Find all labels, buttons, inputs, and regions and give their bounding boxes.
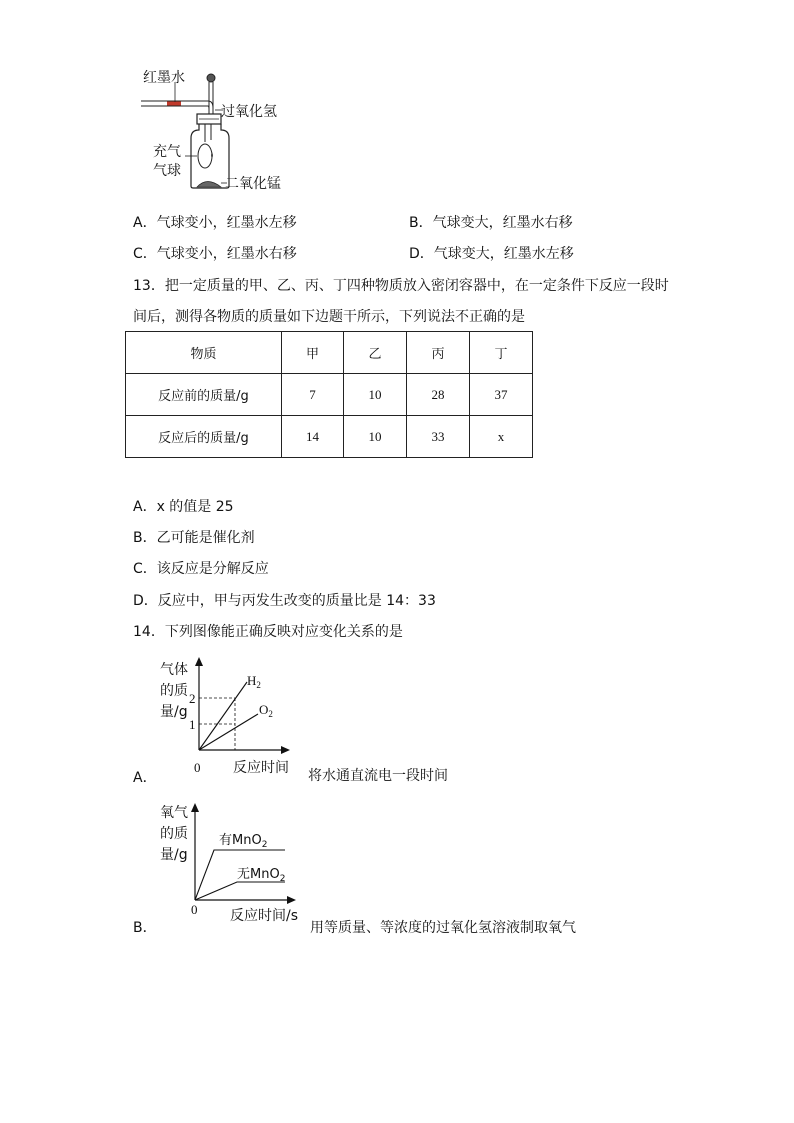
graph-b xyxy=(155,798,305,908)
q13-option-b[interactable]: B．乙可能是催化剂 xyxy=(133,530,255,546)
q13-stem-line2: 间后，测得各物质的质量如下边题干所示，下列说法不正确的是 xyxy=(133,309,525,325)
label-mno2: 二氧化锰 xyxy=(225,176,281,192)
graph-a-x-arrow xyxy=(281,746,290,754)
graph-a-h2-label: $H_2$ xyxy=(247,673,261,690)
q14-option-a[interactable]: A． xyxy=(133,770,157,786)
graph-a-y-arrow xyxy=(195,657,203,666)
label-balloon-2: 气球 xyxy=(153,163,181,179)
graph-a-o2-label: $O_2$ xyxy=(259,702,273,719)
label-h2o2: 过氧化氢 xyxy=(221,104,277,120)
q13-option-a[interactable]: A．x 的值是 25 xyxy=(133,499,234,515)
table-header-row xyxy=(126,332,533,374)
q12-option-a[interactable]: A．气球变小，红墨水左移 xyxy=(133,215,297,231)
dropper-bulb xyxy=(207,74,215,82)
table-cell: 37 xyxy=(470,374,533,416)
graph-b-ylabel-3: 量/g xyxy=(160,847,188,863)
graph-b-ylabel-1: 氧气 xyxy=(160,805,188,821)
graph-a-ylabel-3: 量/g xyxy=(160,704,188,720)
graph-a-ylabel-1: 气体 xyxy=(160,662,188,678)
table-header-cell: 甲 xyxy=(282,332,344,374)
table-header-cell: 乙 xyxy=(344,332,407,374)
graph-b-xlabel: 反应时间/s xyxy=(230,908,299,924)
q14-option-a-caption: 将水通直流电一段时间 xyxy=(308,768,448,784)
table-header-cell: 物质 xyxy=(126,332,282,374)
table-cell: 33 xyxy=(407,416,470,458)
mno2-pile xyxy=(197,182,221,188)
table-row xyxy=(126,416,533,458)
graph-a-h2-line xyxy=(199,682,247,750)
graph-b-y-arrow xyxy=(191,803,199,812)
graph-b-without-mno2-line xyxy=(195,882,285,900)
graph-b-with-label: 有MnO$_2$ xyxy=(219,833,268,850)
graph-a-tick-1: 1 xyxy=(189,717,196,732)
red-ink-drop xyxy=(167,102,181,106)
mass-table xyxy=(125,331,533,458)
label-balloon-1: 充气 xyxy=(153,144,181,160)
table-cell: 反应前的质量/g xyxy=(126,374,282,416)
graph-b-origin: 0 xyxy=(191,902,198,917)
q13-stem-line1: 13．把一定质量的甲、乙、丙、丁四种物质放入密闭容器中，在一定条件下反应一段时 xyxy=(133,278,669,294)
graph-b-without-label: 无MnO$_2$ xyxy=(237,867,286,884)
apparatus-diagram xyxy=(135,64,295,196)
table-cell: 10 xyxy=(344,374,407,416)
q14-option-b-caption: 用等质量、等浓度的过氧化氢溶液制取氧气 xyxy=(310,920,576,936)
q12-option-c[interactable]: C．气球变小，红墨水右移 xyxy=(133,246,297,262)
balloon xyxy=(198,144,212,168)
graph-a-tick-2: 2 xyxy=(189,691,196,706)
table-cell: 反应后的质量/g xyxy=(126,416,282,458)
label-red-ink: 红墨水 xyxy=(143,70,185,86)
table-cell: 7 xyxy=(282,374,344,416)
graph-b-x-arrow xyxy=(287,896,296,904)
q14-stem: 14．下列图像能正确反映对应变化关系的是 xyxy=(133,624,403,640)
q14-option-b[interactable]: B． xyxy=(133,920,157,936)
table-cell: 14 xyxy=(282,416,344,458)
q12-option-b[interactable]: B．气球变大，红墨水右移 xyxy=(409,215,573,231)
graph-a-origin: 0 xyxy=(194,760,201,775)
q13-option-c[interactable]: C．该反应是分解反应 xyxy=(133,561,269,577)
q13-option-d[interactable]: D．反应中，甲与丙发生改变的质量比是 14：33 xyxy=(133,593,436,609)
table-cell: 28 xyxy=(407,374,470,416)
table-cell: 10 xyxy=(344,416,407,458)
table-cell: x xyxy=(470,416,533,458)
table-header-cell: 丁 xyxy=(470,332,533,374)
q12-option-d[interactable]: D．气球变大，红墨水左移 xyxy=(409,246,574,262)
table-row xyxy=(126,374,533,416)
graph-a-o2-line xyxy=(199,714,258,750)
graph-b-ylabel-2: 的质 xyxy=(160,826,188,842)
table-header-cell: 丙 xyxy=(407,332,470,374)
graph-a-xlabel: 反应时间 xyxy=(233,760,289,776)
graph-a-ylabel-2: 的质 xyxy=(160,683,188,699)
